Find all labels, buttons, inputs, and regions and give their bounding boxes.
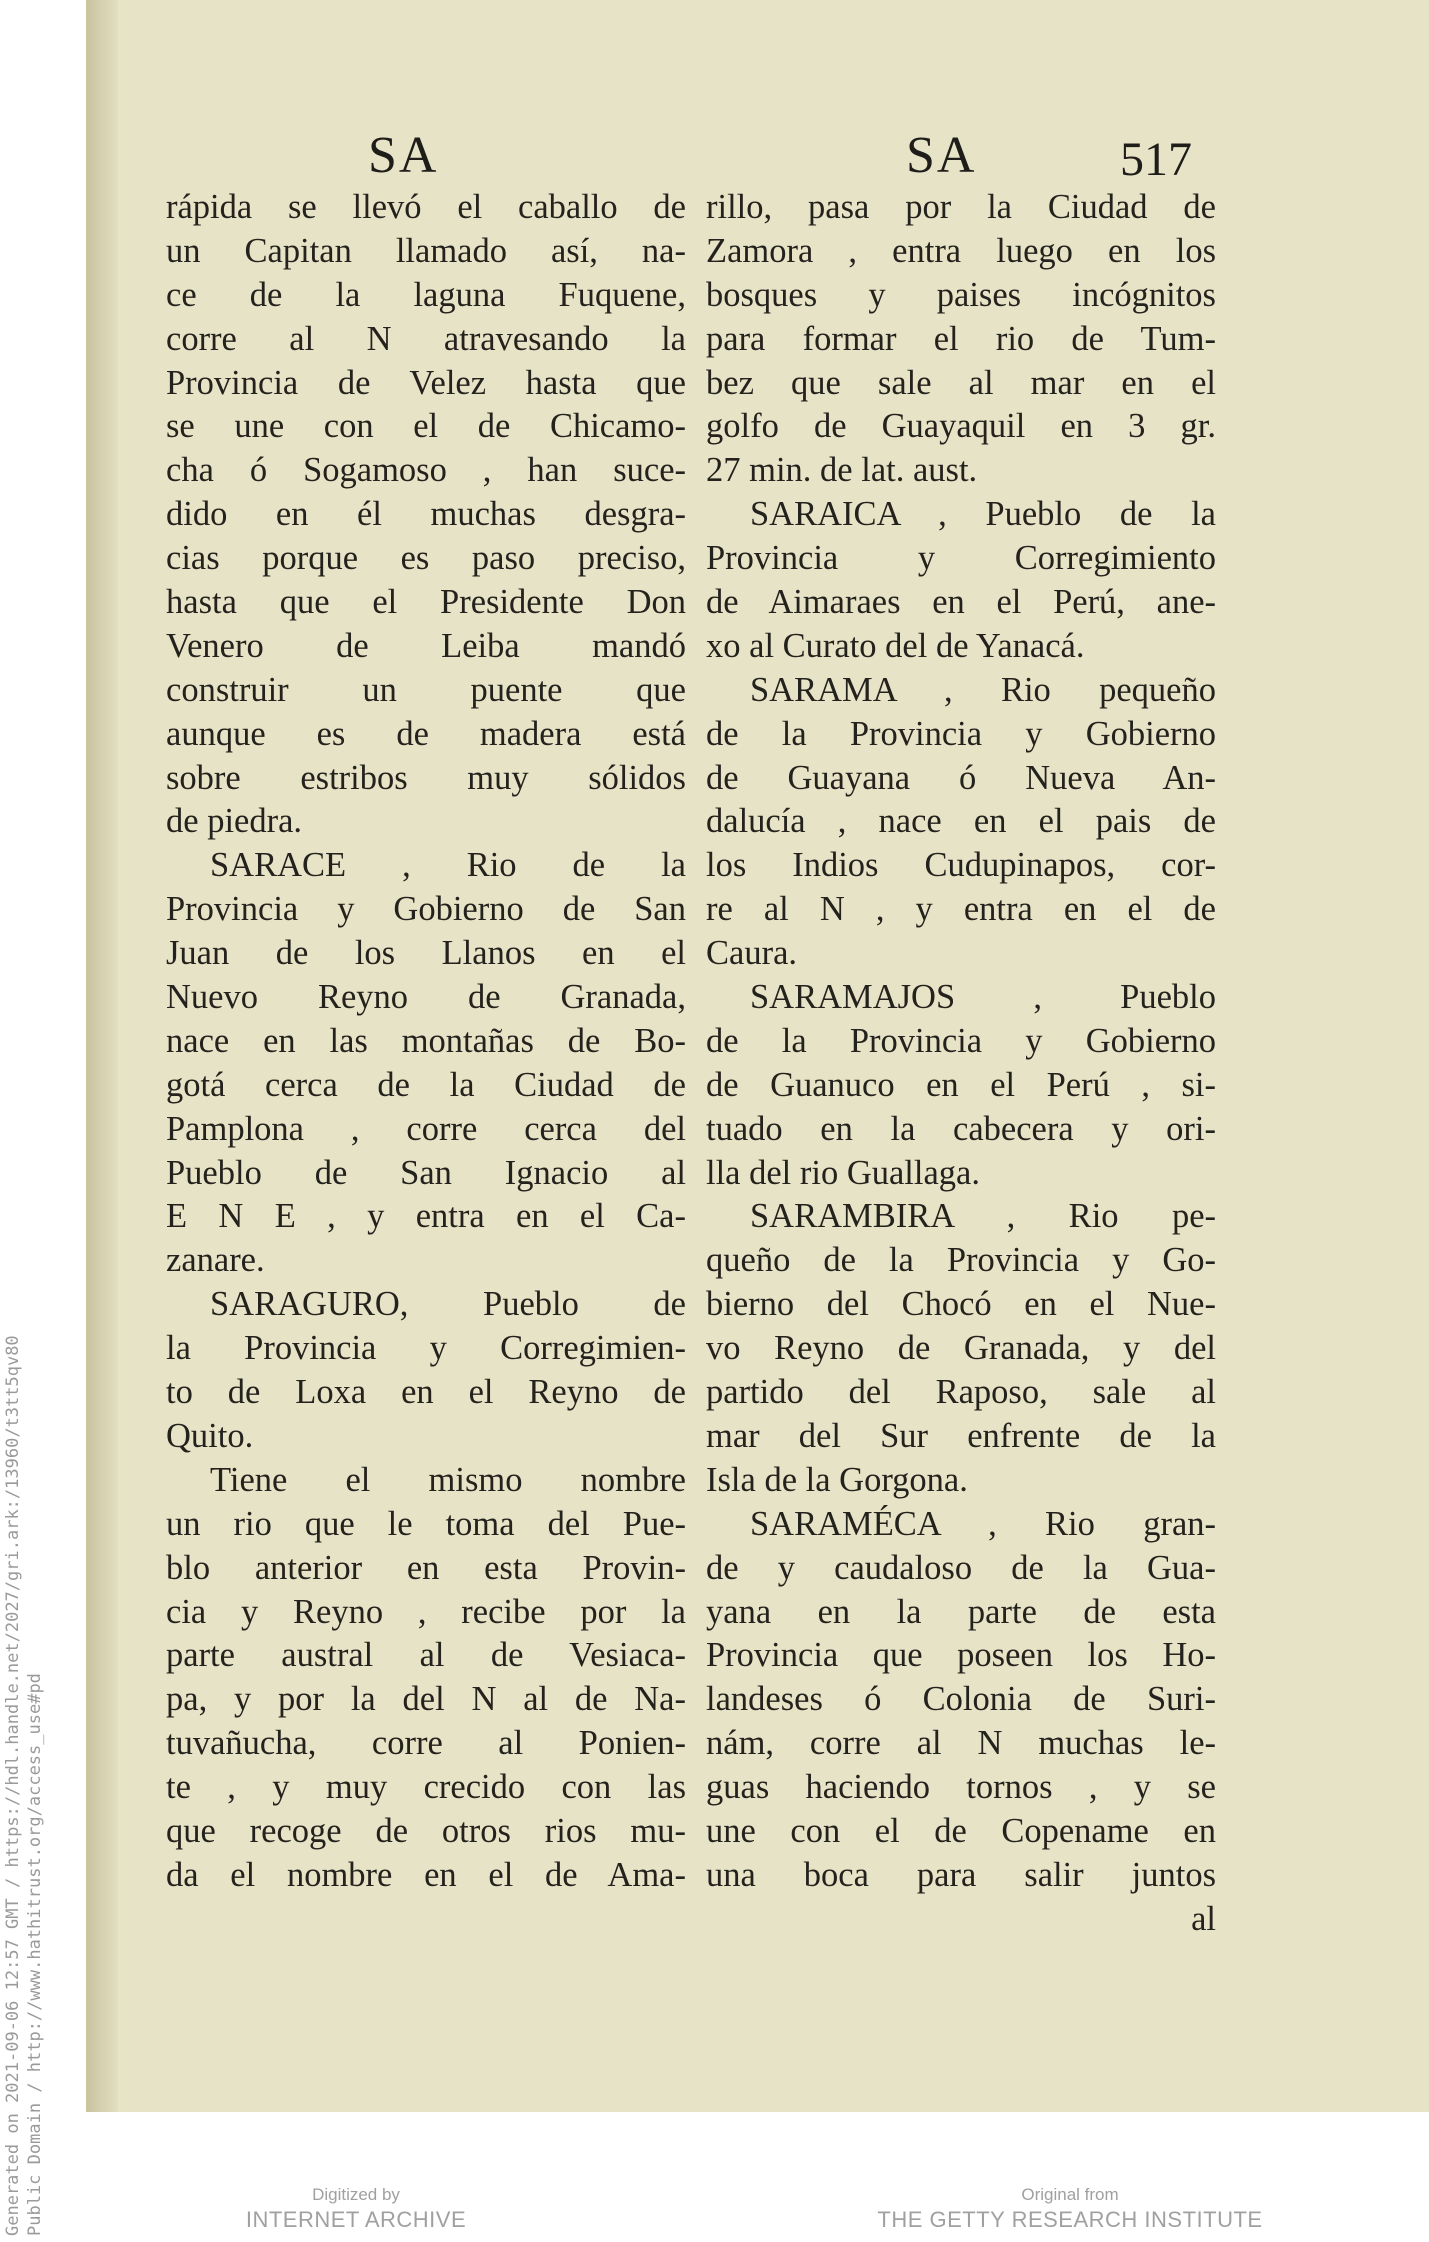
text-line: yana en la parte de esta [706, 1592, 1216, 1631]
text-line: la Provincia y Corregimien- [166, 1329, 686, 1368]
text-line: rillo, pasa por la Ciudad de [706, 188, 1216, 226]
text-line: tuvañucha, corre al Ponien- [166, 1724, 686, 1763]
text-line: rápida se llevó el caballo de [166, 188, 686, 226]
text-line: une con el de Copename en [706, 1811, 1216, 1850]
page-gutter-shadow [86, 0, 118, 2112]
entry-heading-line: SARAMA , Rio pequeño [750, 670, 1216, 709]
text-line: cias porque es paso preciso, [166, 539, 686, 578]
text-line: guas haciendo tornos , y se [706, 1768, 1216, 1807]
text-line: zanare. [166, 1241, 265, 1280]
entry-heading-line: SARAMBIRA , Rio pe- [750, 1197, 1216, 1236]
text-line: que recoge de otros rios mu- [166, 1811, 686, 1850]
text-line: Provincia que poseen los Ho- [706, 1636, 1216, 1675]
left-column-text [166, 186, 686, 1898]
text-line: Caura. [706, 934, 798, 973]
text-line: Juan de los Llanos en el [166, 934, 686, 973]
text-line: landeses ó Colonia de Suri- [706, 1680, 1216, 1719]
text-line: dalucía , nace en el pais de [706, 802, 1216, 841]
text-line: gotá cerca de la Ciudad de [166, 1065, 686, 1104]
text-line: cia y Reyno , recibe por la [166, 1592, 686, 1631]
text-line: blo anterior en esta Provin- [166, 1548, 686, 1587]
digitized-by-credit [236, 2184, 476, 2234]
text-line: sobre estribos muy sólidos [166, 758, 686, 797]
text-line: Venero de Leiba mandó [166, 626, 686, 665]
entry-heading-line: SARAICA , Pueblo de la [750, 495, 1216, 534]
text-line: Quito. [166, 1416, 254, 1455]
text-line: para formar el rio de Tum- [706, 319, 1216, 358]
text-line: Nuevo Reyno de Granada, [166, 978, 686, 1017]
original-from-label: Original from [1021, 2185, 1119, 2204]
text-line: tuado en la cabecera y ori- [706, 1109, 1216, 1148]
text-line: golfo de Guayaquil en 3 gr. [706, 407, 1216, 446]
text-line: bez que sale al mar en el [706, 363, 1216, 402]
digitized-by-label: Digitized by [312, 2185, 400, 2204]
text-line: lla del rio Guallaga. [706, 1153, 980, 1192]
text-line: 27 min. de lat. aust. [706, 451, 978, 490]
text-line: una boca para salir juntos [706, 1855, 1216, 1894]
text-line: los Indios Cudupinapos, cor- [706, 846, 1216, 885]
text-line: Isla de la Gorgona. [706, 1460, 968, 1499]
getty-label: THE GETTY RESEARCH INSTITUTE [877, 2207, 1263, 2232]
text-line: cha ó Sogamoso , han suce- [166, 451, 686, 490]
text-line: Provincia y Corregimiento [706, 539, 1216, 578]
text-line: xo al Curato del de Yanacá. [706, 626, 1085, 665]
text-line: pa, y por la del N al de Na- [166, 1680, 686, 1719]
text-line: Tiene el mismo nombre [210, 1460, 686, 1499]
text-line: parte austral al de Vesiaca- [166, 1636, 686, 1675]
running-head-right: SA [906, 127, 977, 184]
text-line: de y caudaloso de la Gua- [706, 1548, 1216, 1587]
text-line: vo Reyno de Granada, y del [706, 1329, 1216, 1368]
text-line: hasta que el Presidente Don [166, 583, 686, 622]
original-from-credit [870, 2184, 1270, 2234]
text-line: mar del Sur enfrente de la [706, 1416, 1216, 1455]
text-line: Pueblo de San Ignacio al [166, 1153, 686, 1192]
text-line: re al N , y entra en el de [706, 890, 1216, 929]
text-line: Provincia y Gobierno de San [166, 890, 686, 929]
text-line: un rio que le toma del Pue- [166, 1504, 686, 1543]
text-line: un Capitan llamado así, na- [166, 231, 686, 270]
text-line: de Aimaraes en el Perú, ane- [706, 583, 1216, 622]
text-line: ce de la laguna Fuquene, [166, 275, 686, 314]
text-line: Provincia de Velez hasta que [166, 363, 686, 402]
text-line: bierno del Chocó en el Nue- [706, 1285, 1216, 1324]
right-column-text [706, 186, 1216, 1942]
text-line: da el nombre en el de Ama- [166, 1855, 686, 1894]
text-line: te , y muy crecido con las [166, 1768, 686, 1807]
entry-heading-line: SARAGURO, Pueblo de [210, 1285, 686, 1324]
text-line: E N E , y entra en el Ca- [166, 1197, 686, 1236]
generation-margin-note [2, 1086, 46, 2236]
text-line: corre al N atravesando la [166, 319, 686, 358]
text-line: Zamora , entra luego en los [706, 231, 1216, 270]
text-line: de Guayana ó Nueva An- [706, 758, 1216, 797]
entry-heading-line: SARAMAJOS , Pueblo [750, 978, 1216, 1017]
internet-archive-label: INTERNET ARCHIVE [245, 2207, 467, 2232]
text-line: nám, corre al N muchas le- [706, 1724, 1216, 1763]
text-line: de piedra. [166, 802, 303, 841]
page-number: 517 [1120, 133, 1192, 186]
text-line: de la Provincia y Gobierno [706, 1021, 1216, 1060]
running-head-left: SA [368, 127, 439, 184]
text-line: dido en él muchas desgra- [166, 495, 686, 534]
text-line: se une con el de Chicamo- [166, 407, 686, 446]
text-line: to de Loxa en el Reyno de [166, 1373, 686, 1412]
text-line: construir un puente que [166, 670, 686, 709]
text-line: de Guanuco en el Perú , si- [706, 1065, 1216, 1104]
text-line: partido del Raposo, sale al [706, 1373, 1216, 1412]
text-line: queño de la Provincia y Go- [706, 1241, 1216, 1280]
text-line: aunque es de madera está [166, 714, 686, 753]
text-line: de la Provincia y Gobierno [706, 714, 1216, 753]
text-line: bosques y paises incógnitos [706, 275, 1216, 314]
text-line: Pamplona , corre cerca del [166, 1109, 686, 1148]
margin-note-line-1: Generated on 2021-09-06 12:57 GMT / https://hdl.handle.net/2027/gri.ark:/13960/t3tt5qv80 [3, 1335, 23, 2236]
margin-note-line-2: Public Domain / http://www.hathitrust.org/access_use#pd [25, 1673, 45, 2236]
entry-heading-line: SARACE , Rio de la [210, 846, 686, 885]
text-line: nace en las montañas de Bo- [166, 1021, 686, 1060]
catchword: al [1191, 1899, 1216, 1938]
entry-heading-line: SARAMÉCA , Rio gran- [750, 1504, 1216, 1543]
